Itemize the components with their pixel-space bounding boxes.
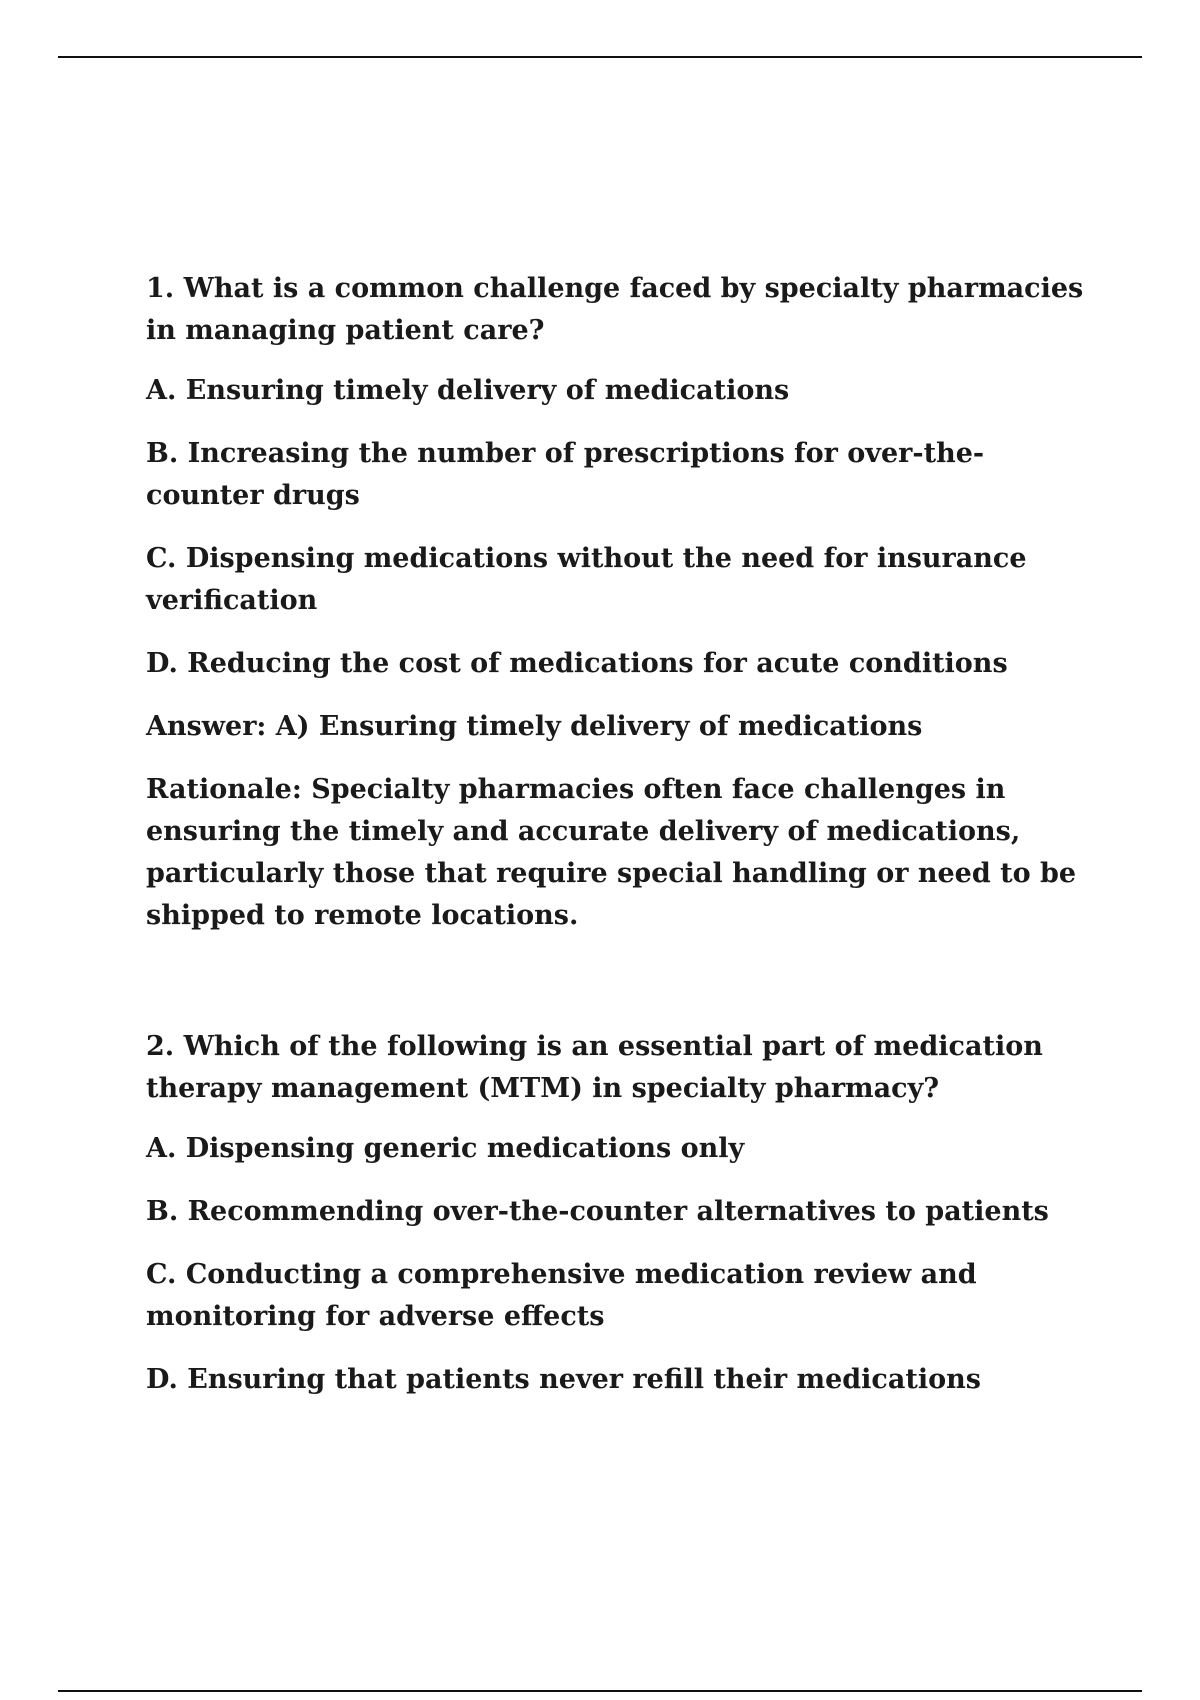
question-text: 1. What is a common challenge faced by specialty pharmacies in managing patient care? [146,273,1084,346]
option-c: C. Conducting a comprehensive medication review and monitoring for adverse effects [146,1259,977,1332]
question-block-1 [146,268,1096,937]
rationale-text: Rationale: Specialty pharmacies often face challenges in ensuring the timely and accurate delivery of medications, particularly those that require special handling or need to be shipped to remote locations. [146,774,1077,931]
option-a: A. Ensuring timely delivery of medications [146,375,790,406]
option-d: D. Reducing the cost of medications for acute conditions [146,648,1008,679]
question-text: 2. Which of the following is an essential part of medication therapy management (MTM) in specialty pharmacy? [146,1031,1043,1104]
question-block-2 [146,1026,1096,1401]
top-rule [58,56,1142,58]
option-c: C. Dispensing medications without the need for insurance verification [146,543,1027,616]
question-spacer [146,958,1096,1026]
option-d: D. Ensuring that patients never refill their medications [146,1364,981,1395]
option-b: B. Increasing the number of prescriptions for over-the-counter drugs [146,438,985,511]
option-a: A. Dispensing generic medications only [146,1133,745,1164]
document-body [146,268,1096,1422]
answer-text: Answer: A) Ensuring timely delivery of medications [146,711,923,742]
bottom-rule [58,1690,1142,1692]
option-b: B. Recommending over-the-counter alternatives to patients [146,1196,1049,1227]
